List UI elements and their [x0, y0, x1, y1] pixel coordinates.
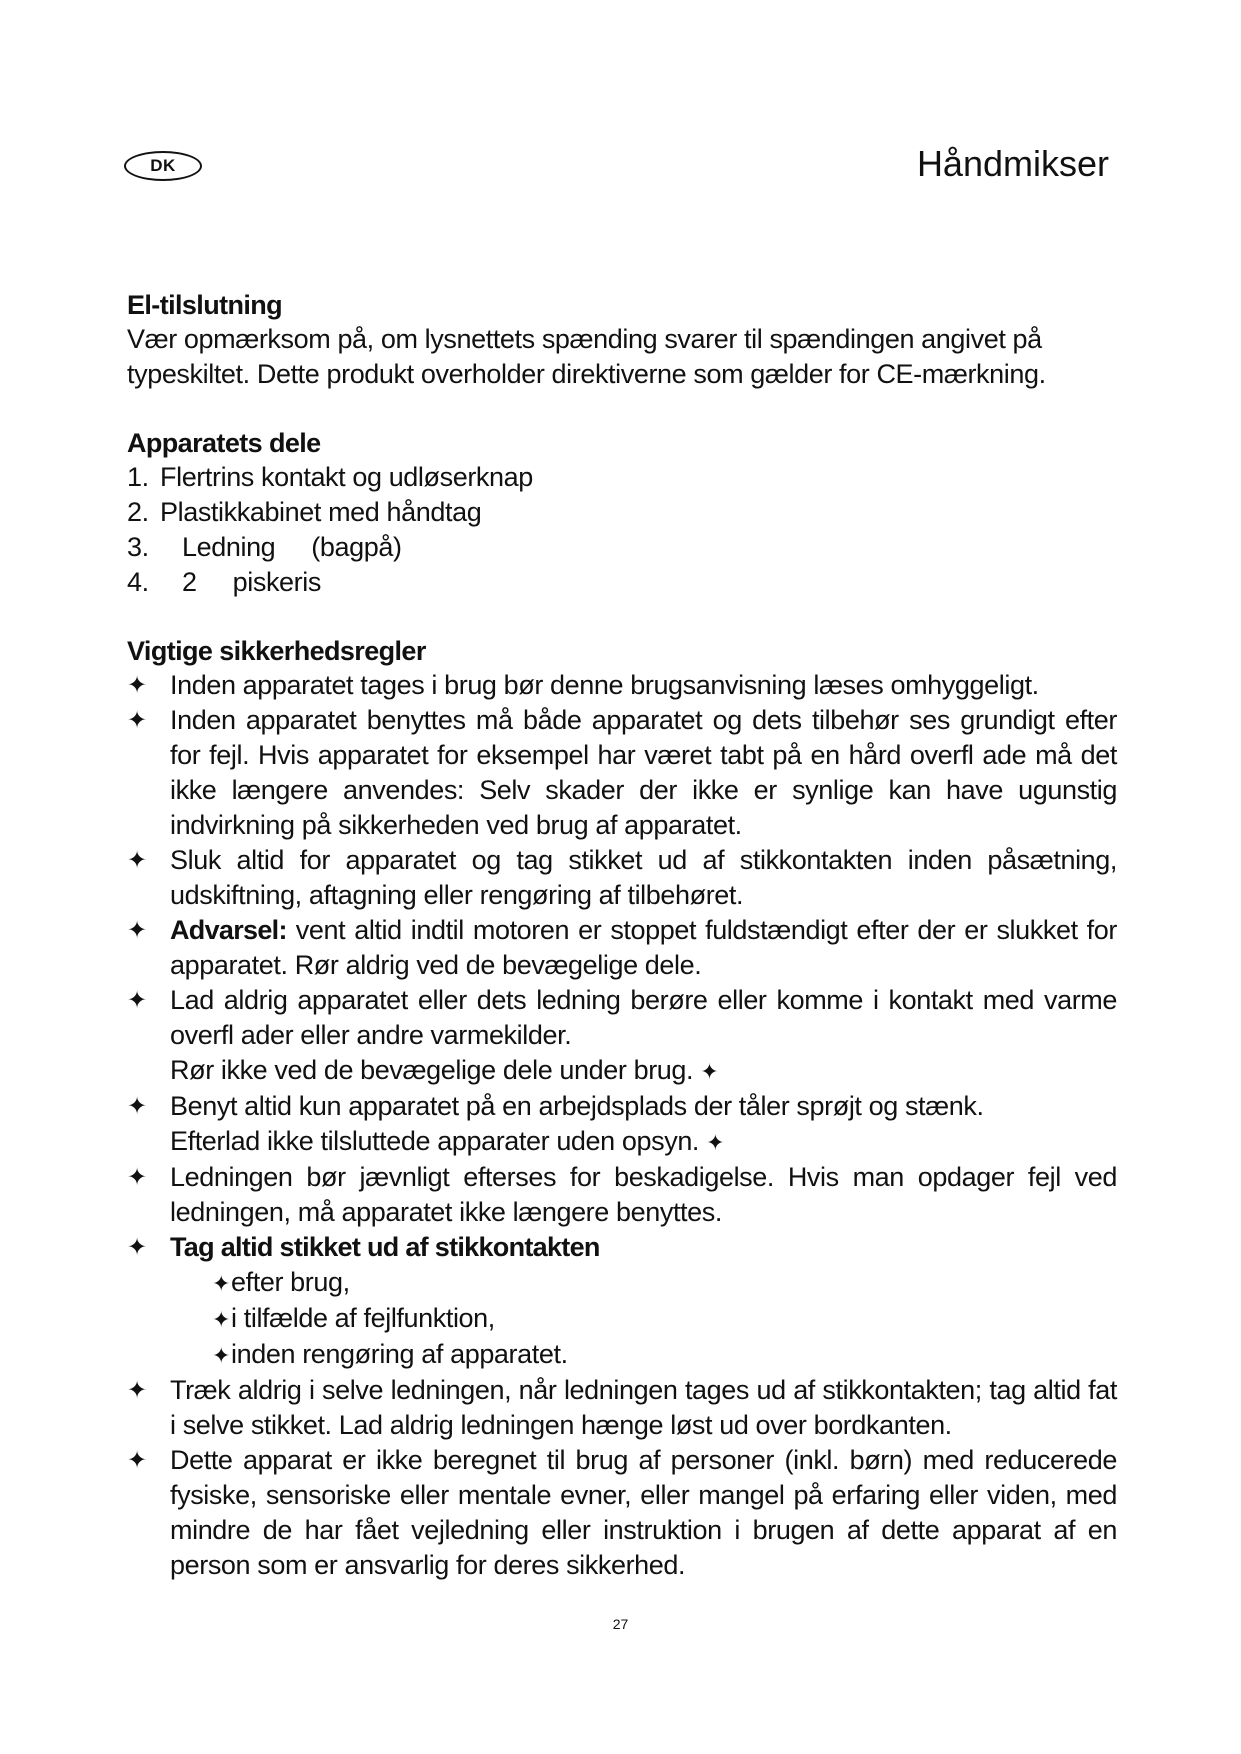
- document-body: [127, 288, 1117, 1583]
- list-number: 4.: [127, 567, 149, 597]
- list-text: Sluk altid for apparatet og tag stikket ud af stikkontakten inden påsætning, udskiftning, aftagning eller rengøring af tilbehøret.: [170, 845, 1117, 910]
- list-item: [127, 913, 1117, 983]
- list-text: Inden apparatet tages i brug bør denne brugsanvisning læses omhyggeligt.: [170, 670, 1039, 700]
- list-text: Flertrins kontakt og udløserknap: [160, 462, 533, 492]
- four-point-star-icon: ✦: [706, 1130, 725, 1155]
- four-point-star-icon: ✦: [127, 1164, 147, 1191]
- four-point-star-icon: ✦: [127, 847, 147, 874]
- list-text-part: (bagpå): [311, 532, 402, 562]
- list-text-bold: Tag altid stikket ud af stikkontakten: [170, 1232, 600, 1262]
- list-item: [127, 495, 1117, 530]
- list-text-line: Efterlad ikke tilsluttede apparater uden opsyn.: [170, 1126, 700, 1156]
- four-point-star-icon: ✦: [212, 1271, 231, 1296]
- list-number: 3.: [127, 532, 149, 562]
- list-item: [127, 703, 1117, 843]
- list-text: Lad aldrig apparatet eller dets ledning berøre eller komme i kontakt med varme overfl ader eller andre varmekilder.: [170, 985, 1117, 1050]
- four-point-star-icon: ✦: [127, 987, 147, 1014]
- list-item: [127, 983, 1117, 1089]
- list-text-part: piskeris: [232, 567, 321, 597]
- language-badge: DK: [124, 151, 202, 181]
- list-text: [160, 530, 402, 565]
- four-point-star-icon: ✦: [127, 1447, 147, 1474]
- list-text: Plastikkabinet med håndtag: [160, 497, 482, 527]
- four-point-star-icon: ✦: [127, 917, 147, 944]
- sub-list-text: efter brug,: [231, 1267, 350, 1297]
- list-item: [127, 843, 1117, 913]
- section-heading-parts: Apparatets dele: [127, 428, 321, 458]
- warning-label: Advarsel:: [170, 915, 287, 945]
- list-item: [127, 1373, 1117, 1443]
- list-text: Dette apparat er ikke beregnet til brug af personer (inkl. børn) med reducerede fysiske, sensoriske eller mentale evner, eller mangel på erfaring eller viden, med mindre de har fået vejledning eller instruktion i brugen af dette apparat af en person som er ansvarlig for deres sikkerhed.: [170, 1445, 1117, 1580]
- list-text: Træk aldrig i selve ledningen, når ledningen tages ud af stikkontakten; tag altid fat i selve stikket. Lad aldrig ledningen hænge løst ud over bordkanten.: [170, 1375, 1117, 1440]
- four-point-star-icon: ✦: [127, 672, 147, 699]
- list-item: [127, 460, 1117, 495]
- parts-list: [127, 460, 1117, 600]
- sub-list-text: i tilfælde af fejlfunktion,: [231, 1303, 495, 1333]
- list-item: [127, 530, 1117, 565]
- list-text: Benyt altid kun apparatet på en arbejdsplads der tåler sprøjt og stænk.: [170, 1091, 984, 1121]
- list-text: vent altid indtil motoren er stoppet fuldstændigt efter der er slukket for apparatet. Rør aldrig ved de bevægelige dele.: [170, 915, 1117, 980]
- list-text: Inden apparatet benyttes må både apparatet og dets tilbehør ses grundigt efter for fejl. Hvis apparatet for eksempel har været tabt på en hård overfl ade må det ikke længere anvendes: Selv skader der ikke er synlige kan have ugunstig indvirkning på sikkerheden ved brug af apparatet.: [170, 705, 1117, 840]
- sub-list-item: [170, 1265, 1117, 1301]
- list-text: Ledningen bør jævnligt efterses for beskadigelse. Hvis man opdager fejl ved ledningen, må apparatet ikke længere benyttes.: [170, 1162, 1117, 1227]
- four-point-star-icon: ✦: [127, 1093, 147, 1120]
- sub-list: [170, 1265, 1117, 1373]
- list-item: [127, 1230, 1117, 1373]
- page-number: 27: [612, 1616, 629, 1632]
- section-heading-safety: Vigtige sikkerhedsregler: [127, 636, 426, 666]
- four-point-star-icon: ✦: [212, 1343, 231, 1368]
- safety-list: [127, 668, 1117, 1583]
- four-point-star-icon: ✦: [127, 1234, 147, 1261]
- list-text-part: Ledning: [182, 532, 276, 562]
- sub-list-item: [170, 1301, 1117, 1337]
- list-item: [127, 668, 1117, 703]
- four-point-star-icon: ✦: [127, 1377, 147, 1404]
- list-number: 2.: [127, 497, 149, 527]
- list-number: 1.: [127, 462, 149, 492]
- four-point-star-icon: ✦: [127, 707, 147, 734]
- list-item: [127, 1443, 1117, 1583]
- list-text-line: Rør ikke ved de bevægelige dele under brug.: [170, 1055, 694, 1085]
- four-point-star-icon: ✦: [212, 1307, 231, 1332]
- four-point-star-icon: ✦: [700, 1059, 719, 1084]
- section-heading-electrical: El-tilslutning: [127, 290, 283, 320]
- list-text: [160, 565, 321, 600]
- sub-list-item: [170, 1337, 1117, 1373]
- electrical-text: Vær opmærksom på, om lysnettets spænding svarer til spændingen angivet på typeskiltet. Dette produkt overholder direktiverne som gælder for CE-mærkning.: [127, 324, 1046, 389]
- sub-list-text: inden rengøring af apparatet.: [231, 1339, 568, 1369]
- list-item: [127, 1089, 1117, 1160]
- list-item: [127, 565, 1117, 600]
- list-item: [127, 1160, 1117, 1230]
- page-title: Håndmikser: [916, 143, 1109, 184]
- list-text-part: 2: [182, 567, 197, 597]
